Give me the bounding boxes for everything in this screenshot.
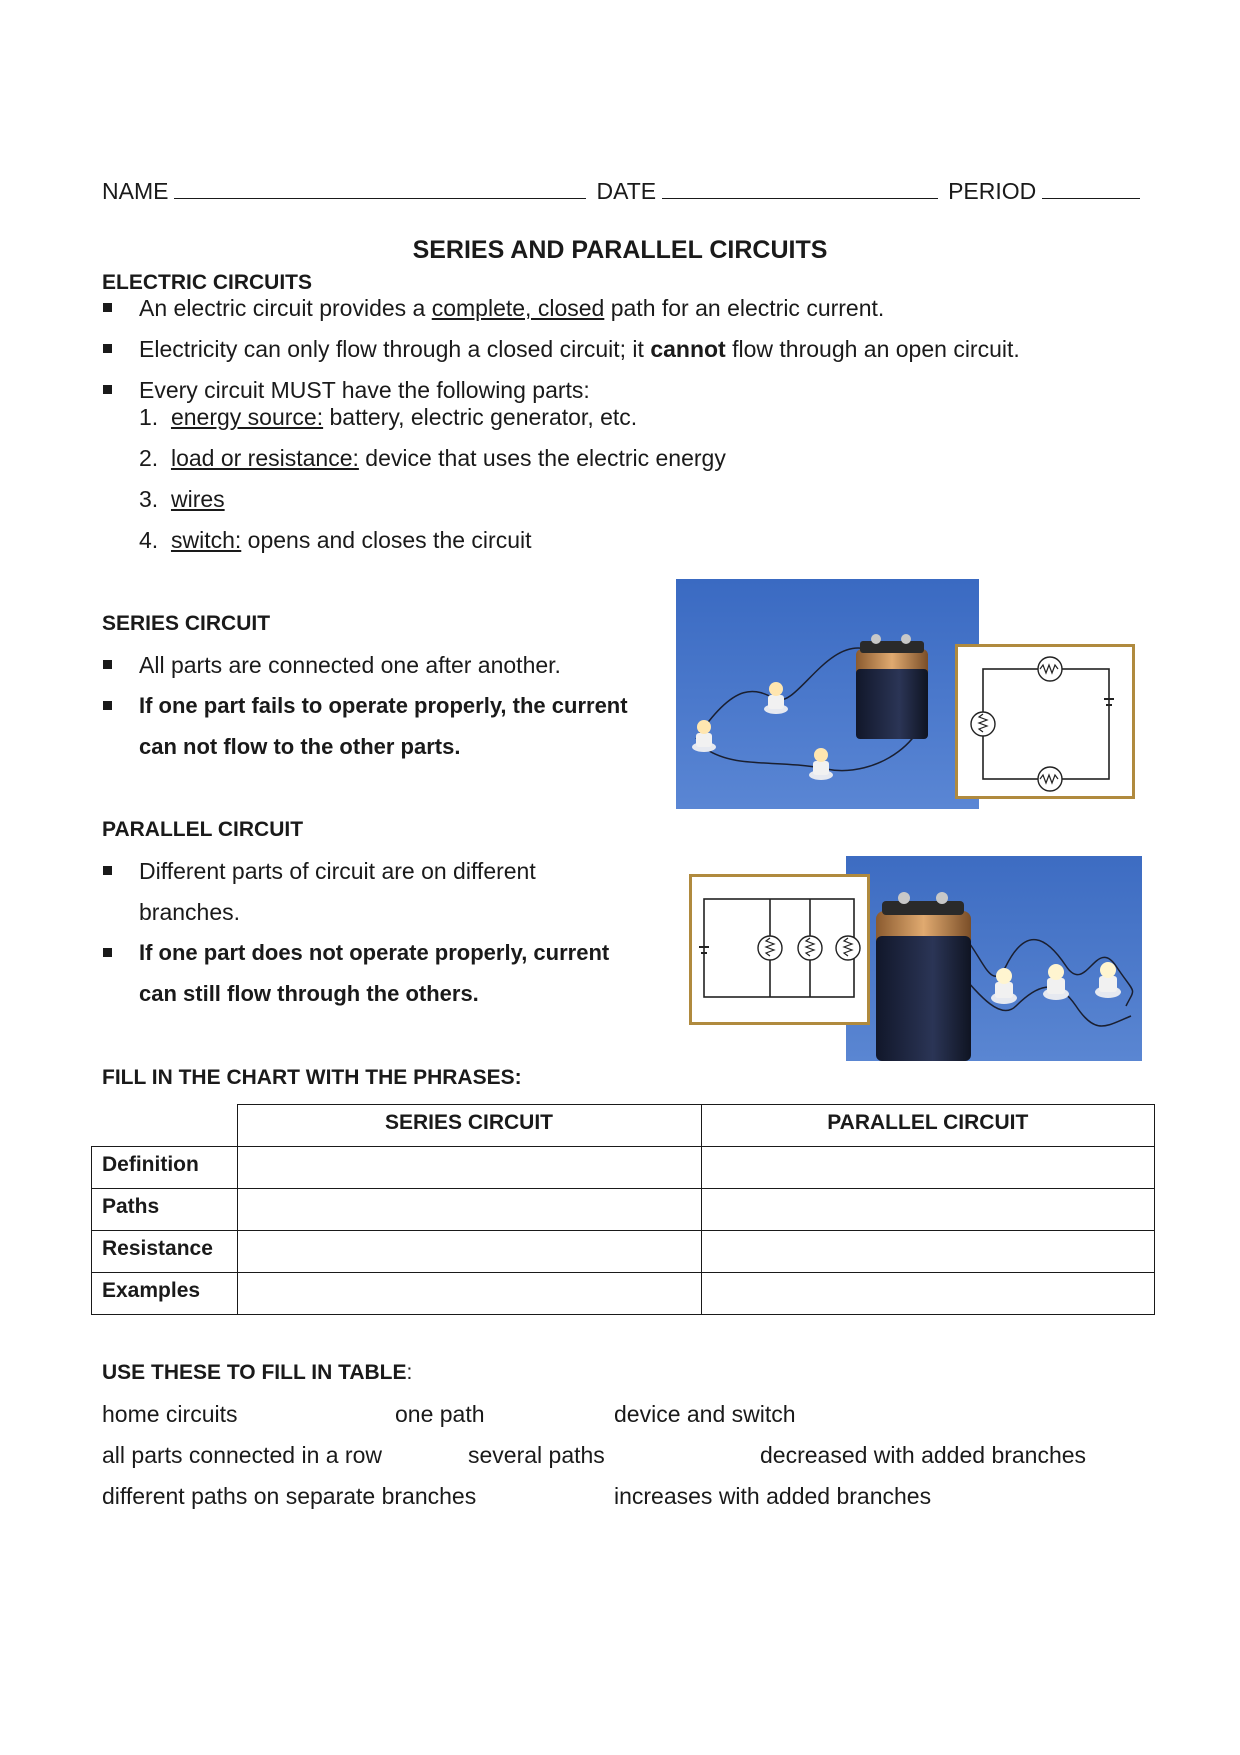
parallel-bullet-1-line-1: Different parts of circuit are on different <box>139 858 536 884</box>
series-circuit-photo <box>676 579 979 809</box>
part-number: 3. <box>139 486 159 512</box>
phrase-item: one path <box>395 1401 485 1427</box>
series-paths-cell[interactable] <box>237 1189 701 1231</box>
parallel-circuit-photo <box>846 856 1142 1061</box>
table-row <box>92 1147 1155 1189</box>
electric-bullet-2 <box>139 335 1020 363</box>
bullet-icon <box>103 701 112 710</box>
part-number: 4. <box>139 527 159 553</box>
phrase-item: all parts connected in a row <box>102 1442 382 1468</box>
part-number: 1. <box>139 404 159 430</box>
bullet-icon <box>103 948 112 957</box>
row-label: Definition <box>92 1147 238 1189</box>
part-number: 2. <box>139 445 159 471</box>
electric-bullet-1 <box>139 294 884 322</box>
phrases-heading <box>102 1360 412 1386</box>
series-bullet-2-line-1: If one part fails to operate properly, the current <box>139 693 628 718</box>
series-definition-cell[interactable] <box>237 1147 701 1189</box>
parallel-bullet-2-line-1: If one part does not operate properly, current <box>139 940 610 965</box>
electric-circuits-heading: ELECTRIC CIRCUITS <box>102 271 312 294</box>
phrase-item: several paths <box>468 1442 605 1468</box>
parallel-circuit-diagram <box>689 874 870 1025</box>
part-item <box>139 403 637 431</box>
series-resistance-cell[interactable] <box>237 1231 701 1273</box>
period-blank-line[interactable] <box>1042 178 1140 199</box>
part-term: load or resistance: <box>170 445 359 471</box>
page-title: SERIES AND PARALLEL CIRCUITS <box>412 236 828 264</box>
comparison-table <box>91 1104 1155 1315</box>
period-label: PERIOD <box>948 178 1037 204</box>
parallel-bullet-1-line-2: branches. <box>139 899 241 925</box>
table-row <box>92 1189 1155 1231</box>
bullet-icon <box>103 660 112 669</box>
header-line <box>102 177 1140 205</box>
series-examples-cell[interactable] <box>237 1273 701 1315</box>
name-label: NAME <box>102 178 169 204</box>
row-label: Examples <box>92 1273 238 1315</box>
phrases-heading-colon: : <box>406 1361 413 1384</box>
part-term: wires <box>170 486 225 512</box>
date-label: DATE <box>596 178 657 204</box>
part-term: energy source: <box>170 404 324 430</box>
part-term: switch: <box>170 527 242 553</box>
part-description: opens and closes the circuit <box>241 527 532 553</box>
part-description: battery, electric generator, etc. <box>323 404 638 430</box>
electric-bullet-2-bold: cannot <box>650 336 726 362</box>
electric-bullet-2-post: flow through an open circuit. <box>725 336 1020 362</box>
electric-bullet-1-post: path for an electric current. <box>604 295 885 321</box>
series-circuit-diagram <box>955 644 1135 799</box>
parallel-resistance-cell[interactable] <box>701 1231 1155 1273</box>
part-description: device that uses the electric energy <box>358 445 726 471</box>
phrase-item: different paths on separate branches <box>102 1483 477 1509</box>
row-label: Resistance <box>92 1231 238 1273</box>
electric-bullet-2-pre: Electricity can only flow through a closed circuit; it <box>139 336 651 362</box>
electric-bullet-1-underlined: complete, closed <box>431 295 605 321</box>
bullet-icon <box>103 866 112 875</box>
parallel-examples-cell[interactable] <box>701 1273 1155 1315</box>
table-header-row <box>92 1105 1155 1147</box>
series-bullet-1: All parts are connected one after another. <box>139 652 561 678</box>
parallel-paths-cell[interactable] <box>701 1189 1155 1231</box>
row-label: Paths <box>92 1189 238 1231</box>
bullet-icon <box>103 385 112 394</box>
parallel-bullet-2-line-2: can still flow through the others. <box>139 981 479 1006</box>
phrase-item: home circuits <box>102 1401 238 1427</box>
phrases-heading-text: USE THESE TO FILL IN TABLE <box>102 1361 407 1384</box>
series-bullet-2-line-2: can not flow to the other parts. <box>139 734 461 759</box>
column-header-series: SERIES CIRCUIT <box>237 1105 701 1147</box>
table-row <box>92 1273 1155 1315</box>
series-circuit-heading: SERIES CIRCUIT <box>102 612 271 635</box>
phrase-item: device and switch <box>614 1401 796 1427</box>
empty-corner-cell <box>92 1105 238 1147</box>
part-item <box>139 485 225 513</box>
date-blank-line[interactable] <box>662 178 938 199</box>
electric-bullet-1-pre: An electric circuit provides a <box>139 295 432 321</box>
parallel-definition-cell[interactable] <box>701 1147 1155 1189</box>
part-item <box>139 444 726 472</box>
chart-heading: FILL IN THE CHART WITH THE PHRASES: <box>102 1066 522 1089</box>
phrase-item: decreased with added branches <box>760 1442 1087 1468</box>
bullet-icon <box>103 344 112 353</box>
table-row <box>92 1231 1155 1273</box>
phrase-item: increases with added branches <box>614 1483 932 1509</box>
electric-bullet-3: Every circuit MUST have the following parts: <box>139 377 590 403</box>
bullet-icon <box>103 303 112 312</box>
parallel-circuit-heading: PARALLEL CIRCUIT <box>102 818 304 841</box>
name-blank-line[interactable] <box>174 178 586 199</box>
column-header-parallel: PARALLEL CIRCUIT <box>701 1105 1155 1147</box>
part-item <box>139 526 531 554</box>
